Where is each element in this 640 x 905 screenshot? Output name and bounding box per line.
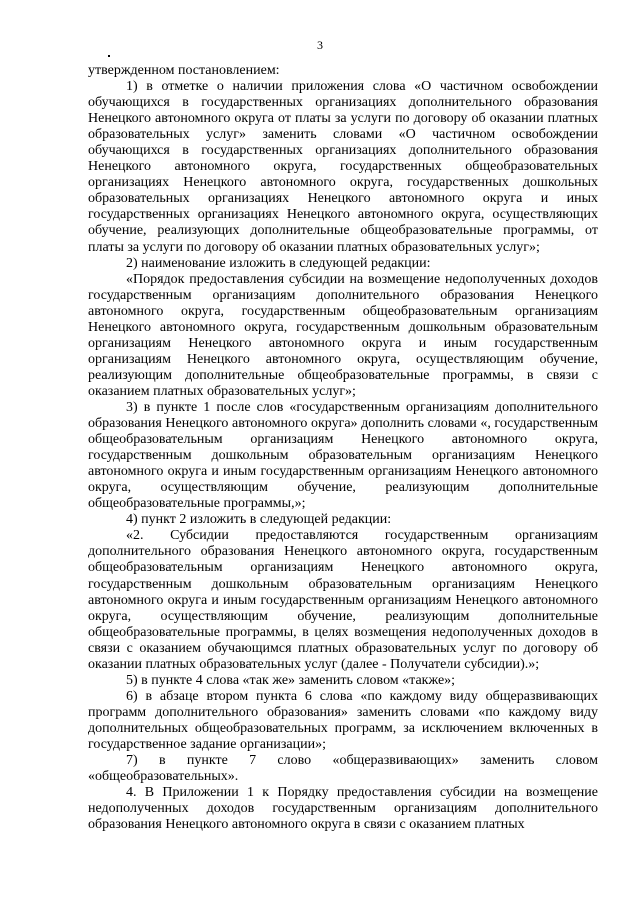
paragraph-item-5: 5) в пункте 4 слова «так же» заменить словом «также»; [126, 672, 456, 688]
paragraph-section-4: 4. В Приложении 1 к Порядку предоставления субсидии на возмещение недополученных доходов государственным организациям дополнительного образования Ненецкого автономного округа в связи с оказанием платных [88, 785, 598, 833]
paragraph-item-3: 3) в пункте 1 после слов «государственным организациям дополнительного образования Ненецкого автономного округа» дополнить словами «, государственным общеобразовательным организациям Ненецкого автономного округа, государственным дошкольным образовательным организациям Ненецкого автономного округа и иным государственным организациям Ненецкого автономного округа, осуществляющим обучение, реализующим дополнительные общеобразовательные программы,»; [88, 399, 598, 512]
paragraph-item-4: 4) пункт 2 изложить в следующей редакции: [126, 512, 392, 528]
page-number: 3 [317, 38, 323, 52]
paragraph-quote-point-2: «2. Субсидии предоставляются государственным организациям дополнительного образования Ненецкого автономного округа, государственным общеобразовательным организациям Ненецкого автономного округа, государственным дошкольным образовательным организациям Ненецкого автономного округа и иным государственным организациям Ненецкого автономного округа, осуществляющим обучение, реализующим дополнительные общеобразовательные программы, в целях возмещения недополученных доходов в связи с оказанием обучающимся платных образовательных услуг по договору об оказании платных образовательных услуг (далее - Получатели субсидии).»; [88, 528, 598, 672]
document-body [88, 63, 598, 833]
paragraph-item-6: 6) в абзаце втором пункта 6 слова «по каждому виду общеразвивающих программ дополнительного образования» заменить словами «по каждому виду дополнительных общеобразовательных программ, за исключением включенных в государственное задание организации»; [88, 688, 598, 752]
scan-dot-mark [108, 55, 110, 57]
paragraph-quote-title: «Порядок предоставления субсидии на возмещение недополученных доходов государственным организациям дополнительного образования Ненецкого автономного округа, государственным общеобразовательным организациям Ненецкого автономного округа, государственным дошкольным образовательным организациям Ненецкого автономного округа и иным государственным организациям Ненецкого автономного округа, осуществляющим обучение, реализующим дополнительные общеобразовательные программы, в связи с оказанием платных образовательных услуг»; [88, 271, 598, 399]
paragraph-item-7: 7) в пункте 7 слово «общеразвивающих» заменить словом «общеобразовательных». [88, 753, 598, 785]
paragraph-item-1: 1) в отметке о наличии приложения слова «О частичном освобождении обучающихся в государственных организациях дополнительного образования Ненецкого автономного округа от платы за услуги по договору об оказании платных образовательных услуг» заменить словами «О частичном освобождении обучающихся в государственных организациях дополнительного образования Ненецкого автономного округа, государственных общеобразовательных организациях Ненецкого автономного округа, государственных дошкольных образовательных организациях Ненецкого автономного округа и иных государственных организациях Ненецкого автономного округа, осуществляющих обучение, реализующих дополнительные общеобразовательные программы, от платы за услуги по договору об оказании платных образовательных услуг»; [88, 79, 598, 255]
paragraph-item-2: 2) наименование изложить в следующей редакции: [126, 255, 431, 271]
paragraph-intro: утвержденном постановлением: [88, 63, 280, 78]
